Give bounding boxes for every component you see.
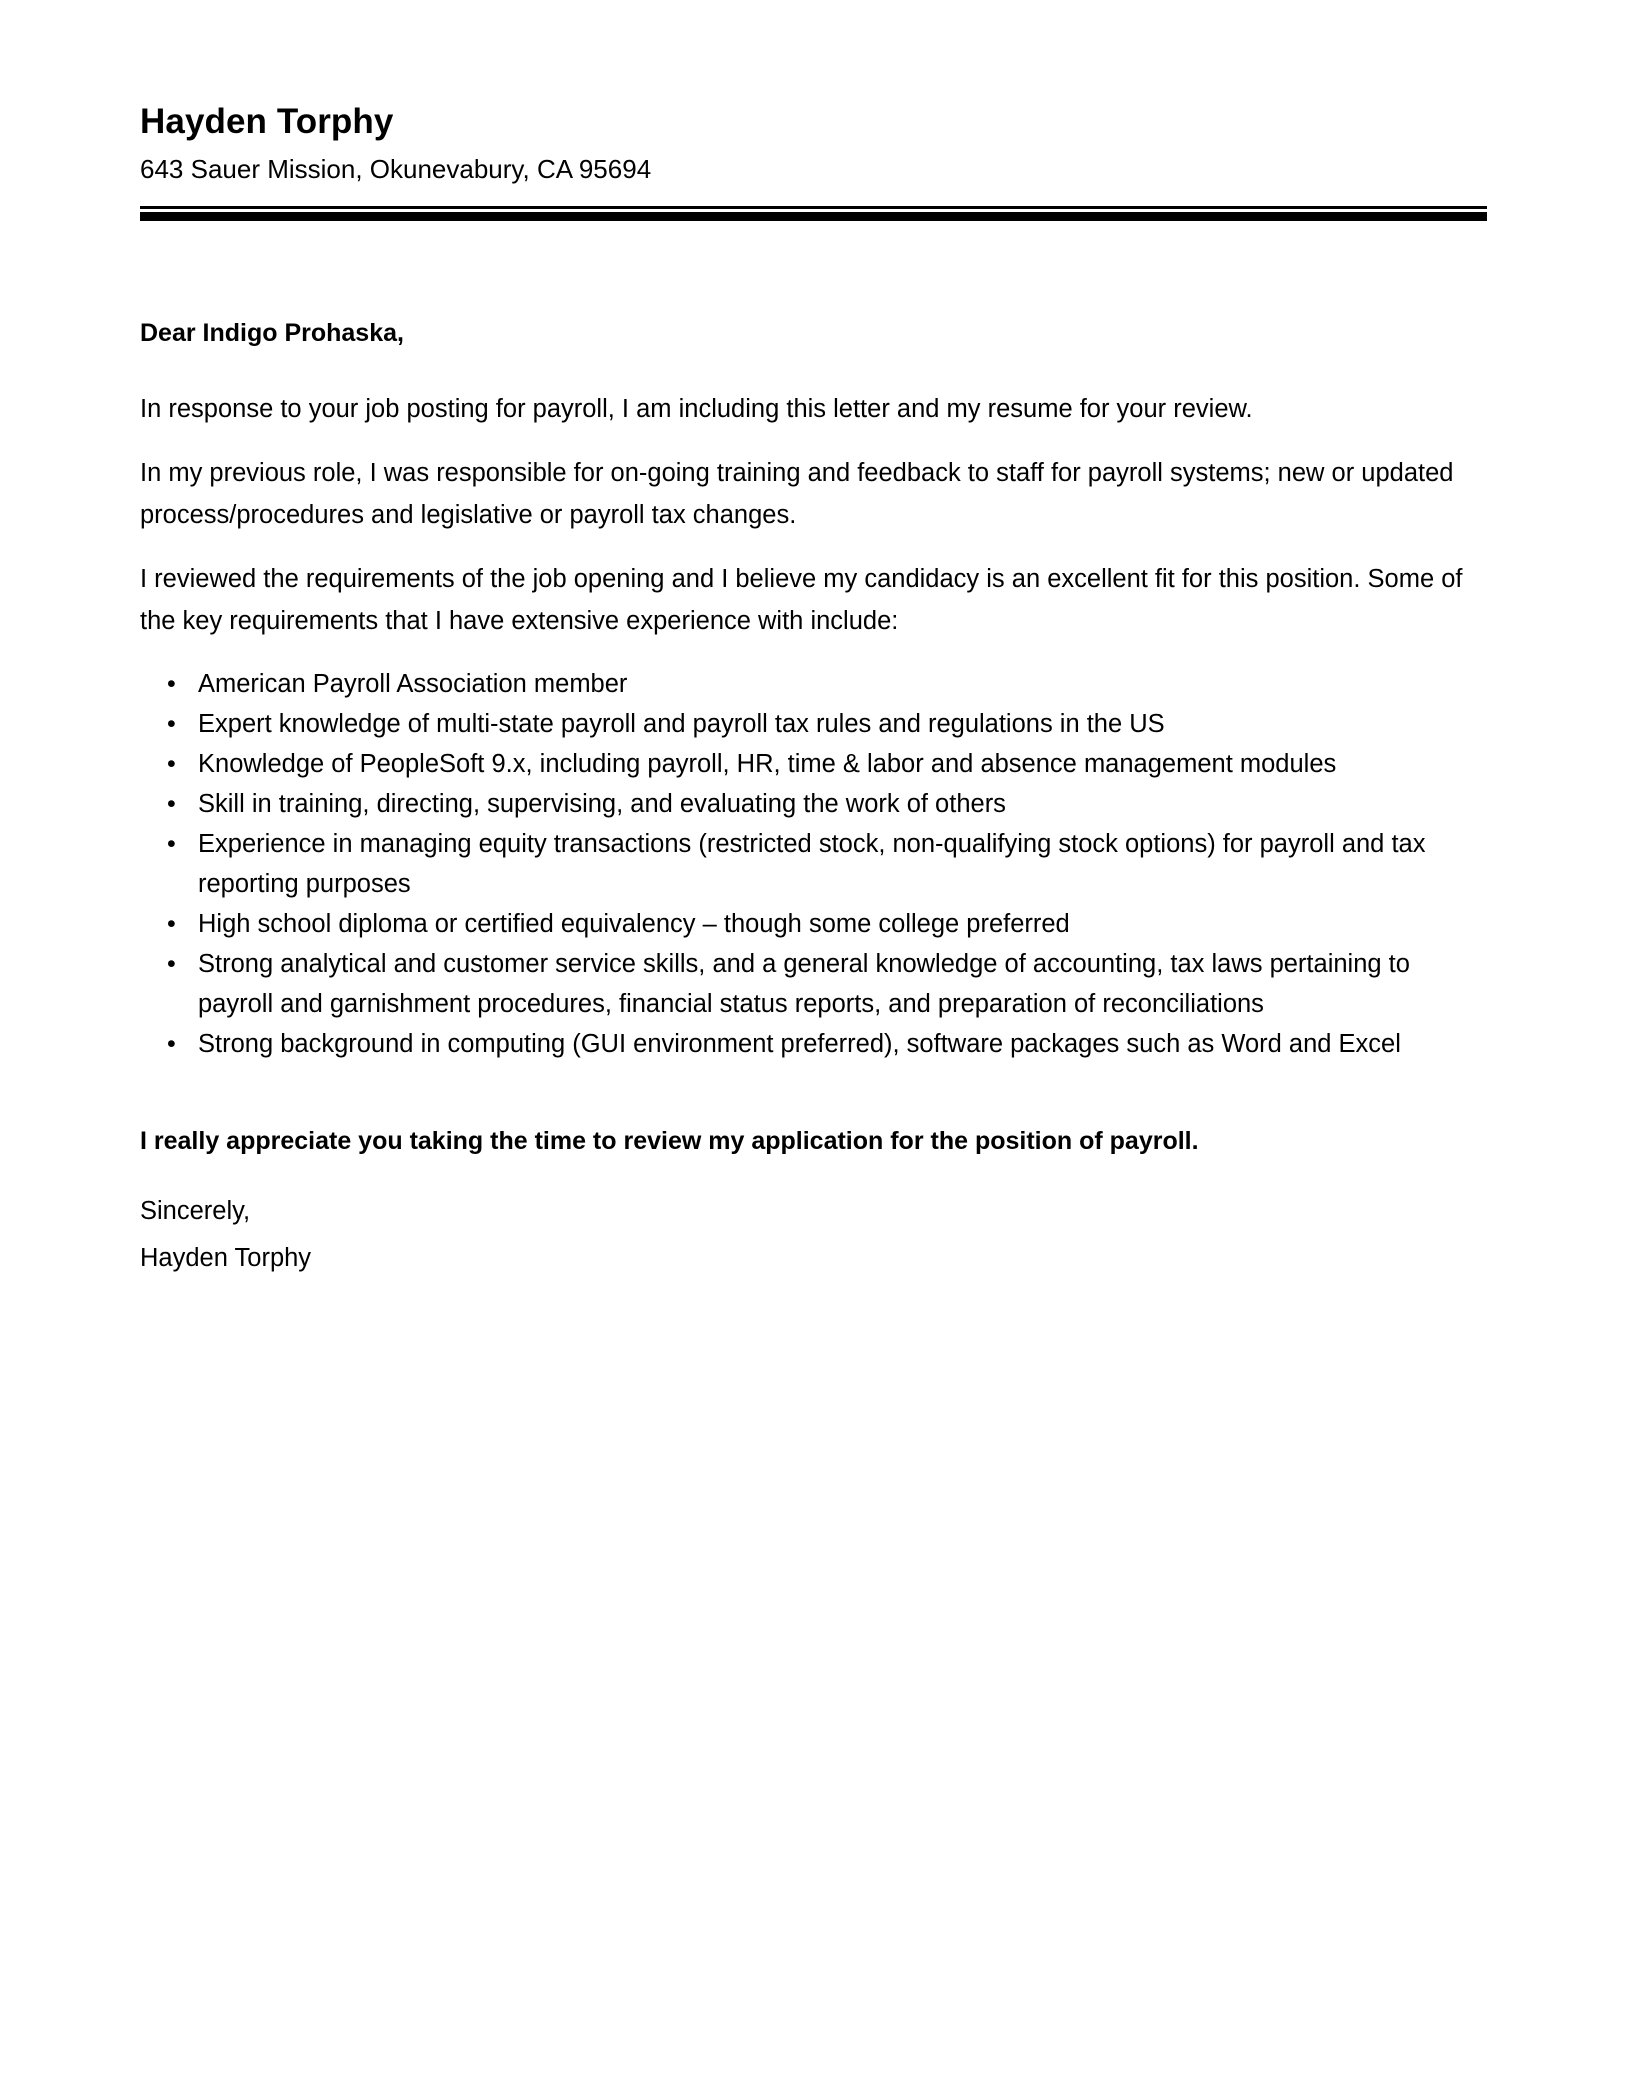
list-item — [140, 784, 1465, 824]
bullet-icon: • — [167, 750, 176, 778]
bullet-icon: • — [167, 790, 176, 818]
bullet-icon: • — [167, 1030, 176, 1058]
list-item-label: Skill in training, directing, supervising, and evaluating the work of others — [198, 790, 1006, 818]
list-item — [140, 824, 1465, 904]
list-item — [140, 744, 1465, 784]
list-item-label: Strong background in computing (GUI environment preferred), software packages such as Word and Excel — [198, 1030, 1401, 1058]
closing-statement: I really appreciate you taking the time to review my application for the position of payroll. — [140, 1127, 1199, 1155]
bullet-icon: • — [167, 910, 176, 938]
body-paragraph-2: In my previous role, I was responsible for on-going training and feedback to staff for payroll systems; new or updated process/procedures and legislative or payroll tax changes. — [140, 459, 1454, 529]
letterhead — [140, 100, 1487, 188]
signoff: Sincerely, — [140, 1197, 251, 1225]
bullet-icon: • — [167, 710, 176, 738]
divider-thick-line — [140, 212, 1487, 221]
body-paragraph-1: In response to your job posting for payroll, I am including this letter and my resume for your review. — [140, 395, 1253, 423]
list-item-label: American Payroll Association member — [198, 670, 628, 698]
list-item — [140, 904, 1465, 944]
page-title: Hayden Torphy — [140, 102, 394, 141]
letter-body — [140, 312, 1465, 1279]
list-item — [140, 944, 1465, 1024]
list-item — [140, 1024, 1465, 1064]
header-divider — [140, 206, 1487, 221]
list-item — [140, 664, 1465, 704]
sender-address: 643 Sauer Mission, Okunevabury, CA 95694 — [140, 154, 652, 184]
list-item-label: Strong analytical and customer service skills, and a general knowledge of accounting, tax laws pertaining to payroll and garnishment procedures, financial status reports, and preparation of reconciliations — [198, 950, 1410, 1018]
list-item-label: Experience in managing equity transactions (restricted stock, non-qualifying stock options) for payroll and tax reporting purposes — [198, 830, 1426, 898]
bullet-icon: • — [167, 670, 176, 698]
requirements-list — [140, 664, 1465, 1064]
bullet-icon: • — [167, 830, 176, 858]
list-item-label: High school diploma or certified equivalency – though some college preferred — [198, 910, 1070, 938]
salutation: Dear Indigo Prohaska, — [140, 319, 404, 347]
body-paragraph-3: I reviewed the requirements of the job opening and I believe my candidacy is an excellent fit for this position. Some of the key requirements that I have extensive experience with include: — [140, 565, 1463, 635]
list-item-label: Expert knowledge of multi-state payroll and payroll tax rules and regulations in the US — [198, 710, 1165, 738]
list-item — [140, 704, 1465, 744]
list-item-label: Knowledge of PeopleSoft 9.x, including payroll, HR, time & labor and absence management modules — [198, 750, 1337, 778]
signoff-name: Hayden Torphy — [140, 1244, 312, 1272]
bullet-icon: • — [167, 950, 176, 978]
